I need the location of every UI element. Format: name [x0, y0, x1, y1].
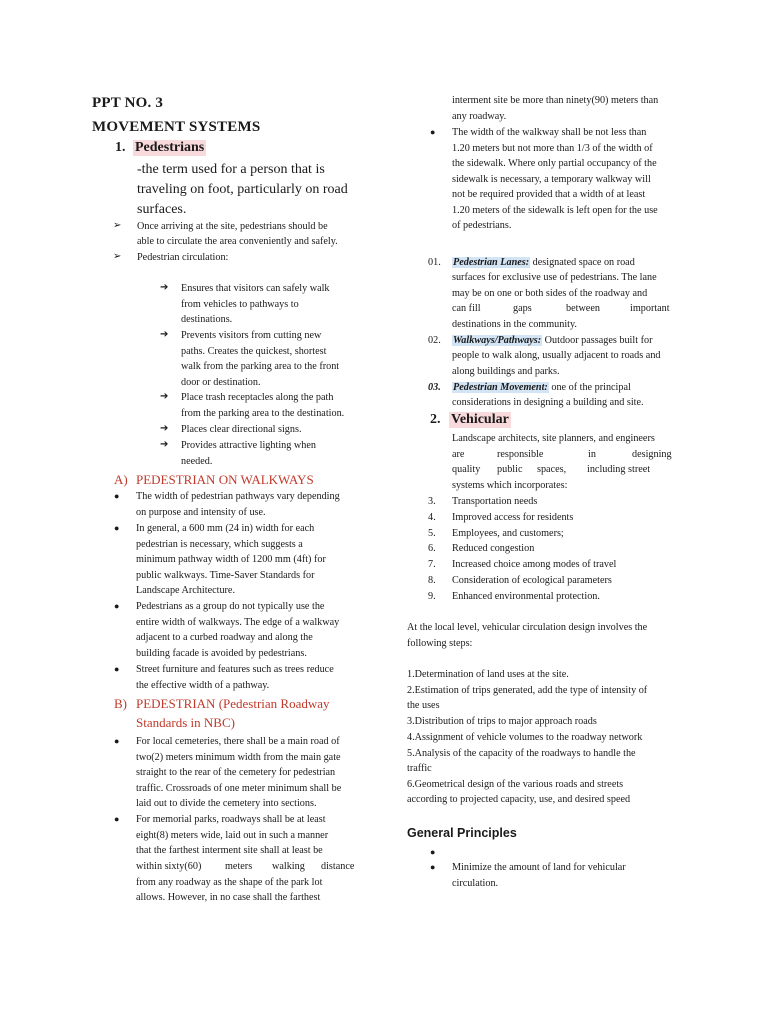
veh-list-num: 9.: [428, 591, 436, 602]
step-line: 2.Estimation of trips generated, add the type of intensity of: [407, 685, 648, 696]
term-rest: designated space on road: [530, 257, 635, 268]
word: spaces,: [537, 464, 567, 475]
vehicular-intro-line: Landscape architects, site planners, and engineers: [452, 433, 655, 444]
bullet-line: adjacent to a curbed roadway and along the: [136, 632, 313, 643]
section-1-heading: Pedestrians: [135, 140, 205, 155]
bullet-icon: ●: [114, 523, 120, 533]
arrow-bullet-icon: ➢: [113, 220, 122, 231]
bullet-line: Street furniture and features such as trees reduce: [136, 664, 334, 675]
bullet-icon: ●: [430, 127, 436, 137]
word: can fill: [452, 303, 481, 314]
bullet-icon: ●: [114, 601, 120, 611]
bullet-line: two(2) meters minimum width from the main gate: [136, 752, 341, 763]
veh-list-num: 4.: [428, 512, 436, 523]
doc-title: PPT NO. 3: [92, 95, 164, 111]
word: between: [566, 303, 600, 314]
bullet-icon: ●: [114, 736, 120, 746]
bullet-line: Landscape Architecture.: [136, 585, 235, 596]
sub-arrow-icon: ➔: [160, 423, 169, 434]
bullet-line: 1.20 meters of the sidewalk is left open for the use: [452, 205, 658, 216]
bullet-line: The width of pedestrian pathways vary depending: [136, 491, 340, 502]
sub-item-line: Provides attractive lighting when: [181, 440, 316, 451]
vehicular-intro-line: systems which incorporates:: [452, 480, 568, 491]
bullet-line: traffic. Crossroads of one meter minimum shall be: [136, 783, 342, 794]
veh-list-num: 3.: [428, 496, 436, 507]
veh-list-num: 6.: [428, 543, 436, 554]
term-pedestrian-movement: Pedestrian Movement:: [453, 382, 548, 393]
local-intro-line: following steps:: [407, 638, 473, 649]
continued-line: interment site be more than ninety(90) meters than: [452, 95, 659, 106]
numbered-item-first-line: [452, 255, 635, 271]
numbered-item-first-line: [452, 333, 652, 349]
step-line: 3.Distribution of trips to major approach roads: [407, 716, 597, 727]
numbered-line: surfaces for exclusive use of pedestrians. The lane: [452, 272, 657, 283]
bullet-line: public walkways. Time-Saver Standards for: [136, 570, 315, 581]
sub-arrow-icon: ➔: [160, 282, 169, 293]
bullet-line: the effective width of a pathway.: [136, 680, 270, 691]
numbered-index: 01.: [428, 257, 441, 268]
step-line: the uses: [407, 700, 440, 711]
bullet-line: building facade is avoided by pedestrians.: [136, 648, 307, 659]
bullet-line: allows. However, in no case shall the farthest: [136, 892, 321, 903]
bullet-line: 1.20 meters but not more than 1/3 of the width of: [452, 143, 653, 154]
numbered-line: may be on one or both sides of the roadway and: [452, 288, 648, 299]
sub-item-line: destinations.: [181, 314, 233, 325]
bullet-line: from any roadway as the shape of the park lot: [136, 877, 323, 888]
veh-list-num: 5.: [428, 528, 436, 539]
bullet-icon: ●: [430, 862, 436, 872]
section-a-letter: A): [114, 472, 128, 487]
gp-item-line: circulation.: [452, 878, 499, 889]
section-b-letter: B): [114, 696, 127, 711]
term-rest: Outdoor passages built for: [542, 335, 653, 346]
bullet-icon: ●: [114, 664, 120, 674]
list-item-line: Once arriving at the site, pedestrians should be: [137, 221, 328, 232]
sub-arrow-icon: ➔: [160, 329, 169, 340]
word: are: [452, 449, 465, 460]
word: quality: [452, 464, 481, 475]
word: in: [588, 449, 596, 460]
term-walkways-pathways: Walkways/Pathways:: [453, 335, 542, 346]
bullet-line: The width of the walkway shall be not less than: [452, 127, 647, 138]
bullet-line: sidewalk is necessary, a temporary walkway will: [452, 174, 651, 185]
bullet-icon: ●: [114, 814, 120, 824]
gp-item-line: Minimize the amount of land for vehicular: [452, 862, 626, 873]
bullet-line: pedestrian is necessary, which suggests a: [136, 539, 303, 550]
bullet-line: In general, a 600 mm (24 in) width for each: [136, 523, 315, 534]
bullet-line: the sidewalk. Where only partial occupancy of the: [452, 158, 657, 169]
numbered-line-justified: [452, 301, 676, 316]
step-line: according to projected capacity, use, and desired speed: [407, 794, 631, 805]
bullet-line: For local cemeteries, there shall be a main road of: [136, 736, 340, 747]
step-line: traffic: [407, 763, 432, 774]
numbered-index: 02.: [428, 335, 441, 346]
bullet-icon: ●: [114, 491, 120, 501]
bullet-line: of pedestrians.: [452, 220, 512, 231]
section-2-heading: Vehicular: [451, 412, 509, 427]
sub-item-line: door or destination.: [181, 377, 261, 388]
word: within sixty(60): [136, 861, 202, 872]
sub-item-line: Place trash receptacles along the path: [181, 392, 334, 403]
sub-item-line: Prevents visitors from cutting new: [181, 330, 322, 341]
continued-line: any roadway.: [452, 111, 507, 122]
bullet-line: laid out to divide the cemetery into sections.: [136, 798, 317, 809]
bullet-line: Pedestrians as a group do not typically use the: [136, 601, 325, 612]
section-1-number: 1.: [115, 140, 126, 155]
bullet-icon: ●: [430, 847, 436, 857]
veh-list-num: 7.: [428, 559, 436, 570]
word: responsible: [497, 449, 544, 460]
term-pedestrian-lanes: Pedestrian Lanes:: [453, 257, 530, 268]
veh-list-item: Consideration of ecological parameters: [452, 575, 612, 586]
sub-item-line: from the parking area to the destination.: [181, 408, 345, 419]
list-item-line: able to circulate the area conveniently and safely.: [137, 236, 338, 247]
section-2-number: 2.: [430, 412, 441, 427]
veh-list-item: Improved access for residents: [452, 512, 574, 523]
section-a-heading: PEDESTRIAN ON WALKWAYS: [136, 472, 314, 487]
step-line: 6.Geometrical design of the various roads and streets: [407, 779, 624, 790]
arrow-bullet-icon: ➢: [113, 251, 122, 262]
sub-item-line: walk from the parking area to the front: [181, 361, 340, 372]
bullet-line: that the farthest interment site shall at least be: [136, 845, 323, 856]
numbered-line: people to walk along, usually adjacent to roads and: [452, 350, 661, 361]
list-item-line: Pedestrian circulation:: [137, 252, 229, 263]
bullet-line: minimum pathway width of 1200 mm (4ft) for: [136, 554, 326, 565]
definition-line: surfaces.: [137, 202, 187, 217]
step-line: 5.Analysis of the capacity of the roadways to handle the: [407, 748, 636, 759]
sub-arrow-icon: ➔: [160, 439, 169, 450]
section-b-heading: PEDESTRIAN (Pedestrian Roadway: [136, 696, 330, 711]
step-line: 4.Assignment of vehicle volumes to the roadway network: [407, 732, 643, 743]
bullet-line: not be required provided that a width of at least: [452, 189, 646, 200]
doc-subtitle: MOVEMENT SYSTEMS: [92, 119, 261, 135]
general-principles-heading: General Principles: [407, 826, 517, 840]
local-intro-line: At the local level, vehicular circulation design involves the: [407, 622, 648, 633]
veh-list-num: 8.: [428, 575, 436, 586]
word: walking: [272, 861, 305, 872]
step-line: 1.Determination of land uses at the site.: [407, 669, 569, 680]
word: gaps: [513, 303, 532, 314]
bullet-line: entire width of walkways. The edge of a walkway: [136, 617, 340, 628]
bullet-line: eight(8) meters wide, laid out in such a manner: [136, 830, 329, 841]
veh-list-item: Enhanced environmental protection.: [452, 591, 600, 602]
numbered-line: destinations in the community.: [452, 319, 577, 330]
word: distance: [321, 861, 355, 872]
veh-list-item: Employees, and customers;: [452, 528, 564, 539]
veh-list-item: Increased choice among modes of travel: [452, 559, 617, 570]
vehicular-intro-justified: [452, 447, 676, 462]
bullet-line: on purpose and intensity of use.: [136, 507, 266, 518]
sub-item-line: needed.: [181, 456, 213, 467]
bullet-line: straight to the rear of the cemetery for pedestrian: [136, 767, 336, 778]
numbered-line: considerations in designing a building and site.: [452, 397, 644, 408]
sub-item-line: from vehicles to pathways to: [181, 299, 299, 310]
word: public: [497, 464, 523, 475]
term-rest: one of the principal: [548, 382, 631, 393]
sub-item-line: Places clear directional signs.: [181, 424, 302, 435]
word: including street: [587, 464, 651, 475]
sub-item-line: paths. Creates the quickest, shortest: [181, 346, 327, 357]
word: designing: [632, 449, 672, 460]
section-b-heading: Standards in NBC): [136, 715, 235, 730]
veh-list-item: Transportation needs: [452, 496, 538, 507]
sub-item-line: Ensures that visitors can safely walk: [181, 283, 330, 294]
vehicular-intro-justified: [452, 462, 676, 477]
numbered-index: 03.: [428, 382, 441, 393]
numbered-item-first-line: [452, 380, 631, 396]
numbered-line: along buildings and parks.: [452, 366, 560, 377]
word: meters: [225, 861, 253, 872]
veh-list-item: Reduced congestion: [452, 543, 535, 554]
word: important: [630, 303, 670, 314]
definition-line: traveling on foot, particularly on road: [137, 182, 348, 197]
sub-arrow-icon: ➔: [160, 391, 169, 402]
definition-line: -the term used for a person that is: [137, 162, 325, 177]
bullet-line: For memorial parks, roadways shall be at least: [136, 814, 326, 825]
